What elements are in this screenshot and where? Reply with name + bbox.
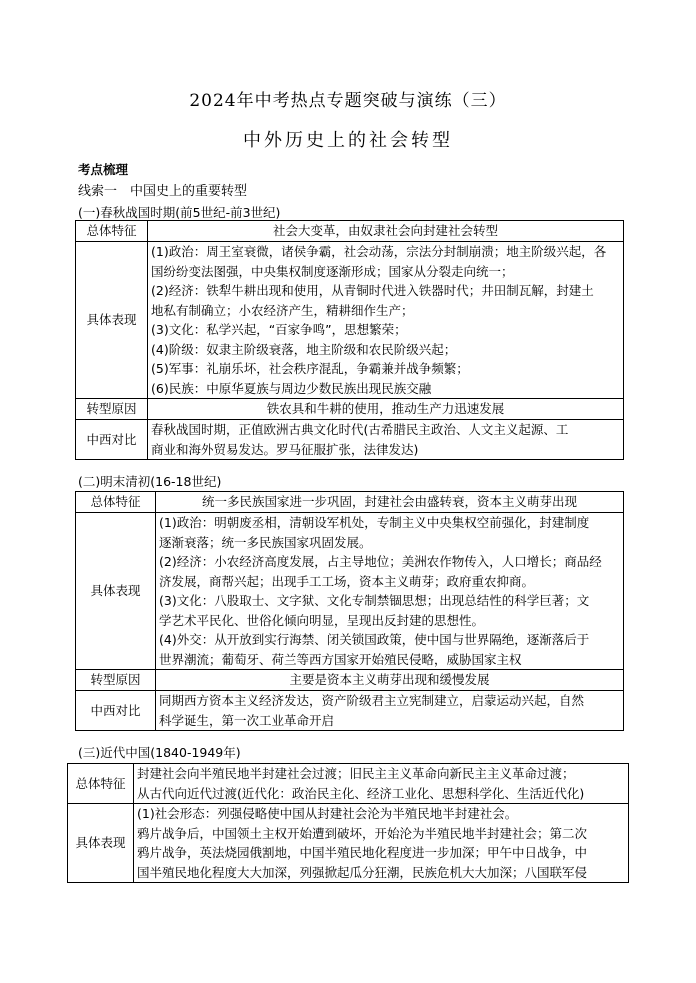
s3-detail-label: 具体表现 [68,804,134,883]
s2-detail-line: (2)经济：小农经济高度发展，占主导地位；美洲农作物传入，人口增长；商品经 [159,554,602,569]
s2-details [156,513,624,670]
s1-compare-line: 商业和海外贸易发达。罗马征服扩张，法律发达) [151,441,419,457]
s1-detail-line: 国纷纷变法图强，中央集权制度逐渐形成；国家从分裂走向统一； [151,263,514,279]
s2-detail-line: (4)外交：从开放到实行海禁、闭关锁国政策，使中国与世界隔绝，逐渐落后于 [159,632,590,647]
thread-heading: 线索一 中国史上的重要转型 [78,184,248,199]
s1-overall-label: 总体特征 [76,221,148,242]
s3-overall-label: 总体特征 [68,764,134,804]
s1-detail-line: (5)军事：礼崩乐坏，社会秩序混乱，争霸兼并战争频繁； [151,361,469,376]
s3-overall-line: 从古代向近代过渡(近代化：政治民主化、经济工业化、思想科学化、生活近代化) [137,785,585,801]
section1-table [75,220,624,460]
s1-compare-label: 中西对比 [76,420,148,460]
section3-title: (三)近代中国(1840-1949年) [78,745,241,760]
s2-detail-label: 具体表现 [76,513,156,670]
s1-detail-line: (1)政治：周王室衰微，诸侯争霸，社会动荡，宗法分封制崩溃；地主阶级兴起，各 [151,244,607,259]
s1-detail-label: 具体表现 [76,242,148,399]
s2-compare [156,691,624,731]
s2-compare-label: 中西对比 [76,691,156,731]
s1-compare [148,420,624,460]
s1-reason-label: 转型原因 [76,399,148,420]
s2-detail-line: (1)政治：明朝废丞相，清朝设军机处，专制主义中央集权空前强化，封建制度 [159,515,590,530]
s2-overall-label: 总体特征 [76,492,156,513]
s3-overall-line: 封建社会向半殖民地半封建社会过渡；旧民主主义革命向新民主主义革命过渡； [137,766,575,781]
s2-reason: 主要是资本主义萌芽出现和缓慢发展 [156,670,624,691]
s2-compare-line: 科学诞生，第一次工业革命开启 [159,712,335,728]
section2-title: (二)明末清初(16-18世纪) [78,474,222,489]
s3-detail-line: 国半殖民地化程度大大加深，列强掀起瓜分狂潮，民族危机大大加深；八国联军侵 [137,864,588,880]
section-heading: 考点梳理 [78,162,129,177]
section2-table [75,491,624,731]
s3-detail-line: (1)社会形态：列强侵略使中国从封建社会沦为半殖民地半封建社会。 [137,806,518,821]
s2-detail-line: 世界潮流；葡萄牙、荷兰等西方国家开始殖民侵略，威胁国家主权 [159,651,522,667]
s3-overall [134,764,629,804]
s1-compare-line: 春秋战国时期，正值欧洲古典文化时代(古希腊民主政治、人文主义起源、工 [151,422,569,437]
section3-table [67,763,629,883]
s1-detail-line: (6)民族：中原华夏族与周边少数民族出现民族交融 [151,380,432,396]
s1-detail-line: (2)经济：铁犁牛耕出现和使用，从青铜时代进入铁器时代；井田制瓦解，封建土 [151,283,594,298]
s1-detail-line: (3)文化：私学兴起，“百家争鸣”，思想繁荣； [151,322,407,337]
s2-reason-label: 转型原因 [76,670,156,691]
s1-detail-line: 地私有制确立；小农经济产生，精耕细作生产； [151,302,414,318]
s2-detail-line: 逐渐衰落；统一多民族国家巩固发展。 [159,534,372,550]
s1-overall: 社会大变革，由奴隶社会向封建社会转型 [148,221,624,242]
s3-detail-line: 鸦片战争，英法烧园俄割地，中国半殖民地化程度进一步加深；甲午中日战争，中 [137,845,588,860]
s2-compare-line: 同期西方资本主义经济发达，资产阶级君主立宪制建立，启蒙运动兴起，自然 [159,693,585,708]
s2-detail-line: 学艺术平民化、世俗化倾向明显，呈现出反封建的思想性。 [159,612,485,628]
sub-title: 中外历史上的社会转型 [243,130,453,151]
s2-detail-line: (3)文化：八股取士、文字狱、文化专制禁锢思想；出现总结性的科学巨著；文 [159,593,590,608]
s1-reason: 铁农具和牛耕的使用，推动生产力迅速发展 [148,399,624,420]
s3-detail-line: 鸦片战争后，中国领土主权开始遭到破坏，开始沦为半殖民地半封建社会；第二次 [137,825,588,841]
s2-overall: 统一多民族国家进一步巩固，封建社会由盛转衰，资本主义萌芽出现 [156,492,624,513]
s3-details [134,804,629,883]
s1-details [148,242,624,399]
section1-title: (一)春秋战国时期(前5世纪-前3世纪) [78,205,281,220]
s2-detail-line: 济发展，商帮兴起；出现手工工场，资本主义萌芽；政府重农抑商。 [159,573,535,589]
s1-detail-line: (4)阶级：奴隶主阶级衰落，地主阶级和农民阶级兴起； [151,341,457,357]
main-title: 2024年中考热点专题突破与演练（三） [189,91,507,111]
